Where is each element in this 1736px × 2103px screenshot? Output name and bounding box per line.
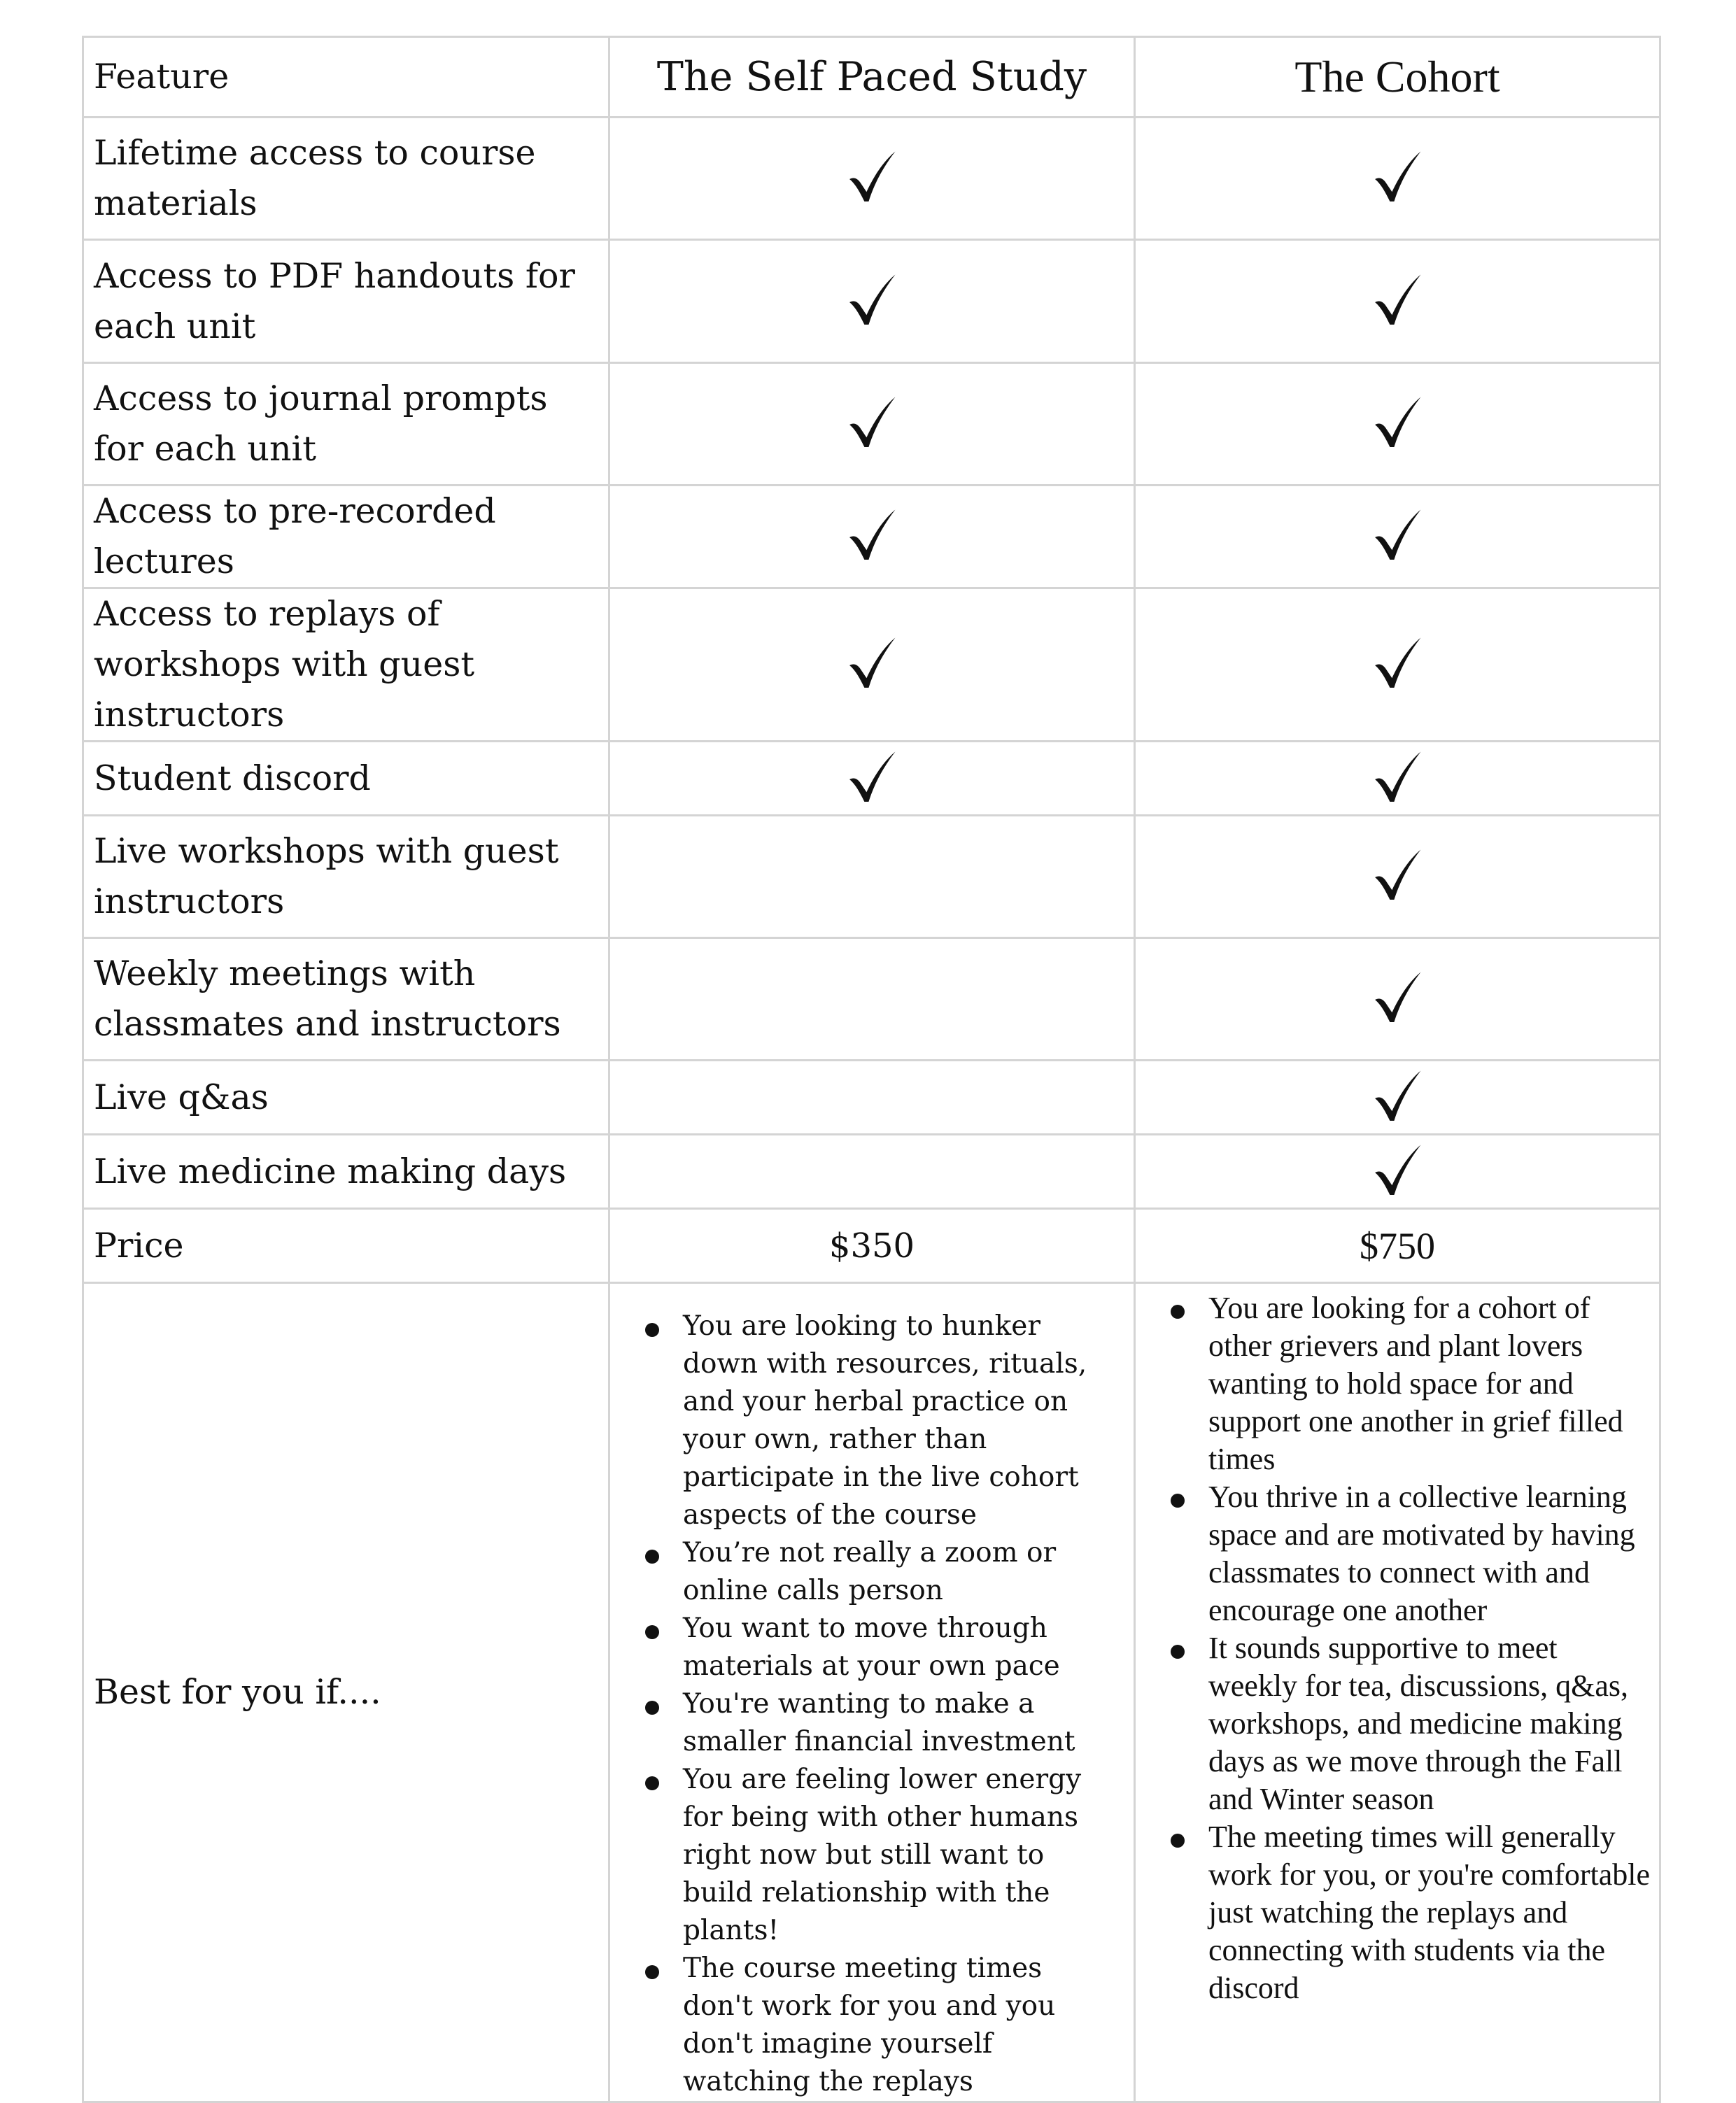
header-cohort: The Cohort — [1135, 37, 1660, 118]
price-self-paced: $350 — [609, 1209, 1135, 1283]
checkmark-icon — [1371, 1070, 1424, 1123]
best-for-cohort-list — [1171, 1289, 1652, 2007]
bullet-item: You want to move through materials at your own pace — [645, 1610, 1120, 1685]
self-paced-cell — [609, 816, 1135, 938]
cohort-cell — [1135, 486, 1660, 588]
header-row — [83, 37, 1660, 118]
cohort-cell — [1135, 742, 1660, 816]
checkmark-icon — [1371, 971, 1424, 1024]
cohort-cell — [1135, 1061, 1660, 1135]
self-paced-cell — [609, 486, 1135, 588]
feature-row — [83, 588, 1660, 742]
feature-row — [83, 363, 1660, 486]
bullet-item: You thrive in a collective learning space and are motivated by having classmates to connect with and encourage one another — [1171, 1478, 1652, 1629]
best-for-self-paced-list — [645, 1308, 1120, 2101]
bullet-item: It sounds supportive to meet weekly for tea, discussions, q&as, workshops, and medicine making days as we move through the Fall and Winter season — [1171, 1629, 1652, 1818]
self-paced-cell — [609, 938, 1135, 1061]
feature-label: Live medicine making days — [83, 1135, 609, 1209]
feature-label: Access to pre-recorded lectures — [83, 486, 609, 588]
self-paced-cell — [609, 1135, 1135, 1209]
header-feature: Feature — [83, 37, 609, 118]
feature-row — [83, 486, 1660, 588]
checkmark-icon — [1371, 274, 1424, 327]
checkmark-icon — [845, 396, 898, 449]
feature-row — [83, 742, 1660, 816]
cohort-cell — [1135, 240, 1660, 363]
checkmark-icon — [1371, 637, 1424, 690]
price-cohort: $750 — [1135, 1209, 1660, 1283]
bullet-item: You're wanting to make a smaller financial investment — [645, 1685, 1120, 1761]
best-for-row — [83, 1283, 1660, 2102]
feature-label: Live q&as — [83, 1061, 609, 1135]
checkmark-icon — [845, 637, 898, 690]
best-for-cohort — [1135, 1283, 1660, 2102]
feature-label: Access to journal prompts for each unit — [83, 363, 609, 486]
feature-row — [83, 816, 1660, 938]
feature-label: Access to PDF handouts for each unit — [83, 240, 609, 363]
bullet-item: The meeting times will generally work for you, or you're comfortable just watching the replays and connecting with students via the discord — [1171, 1818, 1652, 2007]
bullet-item: You are looking for a cohort of other grievers and plant lovers wanting to hold space for and support one another in grief filled times — [1171, 1289, 1652, 1478]
bullet-item: You’re not really a zoom or online calls person — [645, 1534, 1120, 1610]
feature-row — [83, 938, 1660, 1061]
checkmark-icon — [845, 150, 898, 204]
cohort-cell — [1135, 1135, 1660, 1209]
feature-row — [83, 1135, 1660, 1209]
feature-label: Weekly meetings with classmates and instructors — [83, 938, 609, 1061]
feature-row — [83, 240, 1660, 363]
self-paced-cell — [609, 118, 1135, 240]
self-paced-cell — [609, 742, 1135, 816]
feature-label: Student discord — [83, 742, 609, 816]
price-label: Price — [83, 1209, 609, 1283]
self-paced-cell — [609, 588, 1135, 742]
cohort-cell — [1135, 588, 1660, 742]
bullet-item: You are looking to hunker down with resources, rituals, and your herbal practice on your own, rather than participate in the live cohort aspects of the course — [645, 1308, 1120, 1534]
checkmark-icon — [1371, 1144, 1424, 1197]
bullet-item: The course meeting times don't work for you and you don't imagine yourself watching the replays — [645, 1950, 1120, 2101]
feature-label: Live workshops with guest instructors — [83, 816, 609, 938]
checkmark-icon — [1371, 751, 1424, 804]
comparison-table — [82, 36, 1661, 2103]
self-paced-cell — [609, 240, 1135, 363]
checkmark-icon — [845, 509, 898, 562]
checkmark-icon — [845, 751, 898, 804]
header-self-paced: The Self Paced Study — [609, 37, 1135, 118]
cohort-cell — [1135, 938, 1660, 1061]
checkmark-icon — [1371, 150, 1424, 204]
feature-row — [83, 1061, 1660, 1135]
best-for-label: Best for you if.... — [83, 1283, 609, 2102]
cohort-cell — [1135, 118, 1660, 240]
self-paced-cell — [609, 363, 1135, 486]
feature-label: Access to replays of workshops with guest instructors — [83, 588, 609, 742]
checkmark-icon — [845, 274, 898, 327]
checkmark-icon — [1371, 849, 1424, 902]
cohort-cell — [1135, 816, 1660, 938]
cohort-cell — [1135, 363, 1660, 486]
bullet-item: You are feeling lower energy for being with other humans right now but still want to build relationship with the plants! — [645, 1761, 1120, 1950]
price-row — [83, 1209, 1660, 1283]
self-paced-cell — [609, 1061, 1135, 1135]
feature-row — [83, 118, 1660, 240]
checkmark-icon — [1371, 509, 1424, 562]
checkmark-icon — [1371, 396, 1424, 449]
feature-label: Lifetime access to course materials — [83, 118, 609, 240]
best-for-self-paced — [609, 1283, 1135, 2102]
